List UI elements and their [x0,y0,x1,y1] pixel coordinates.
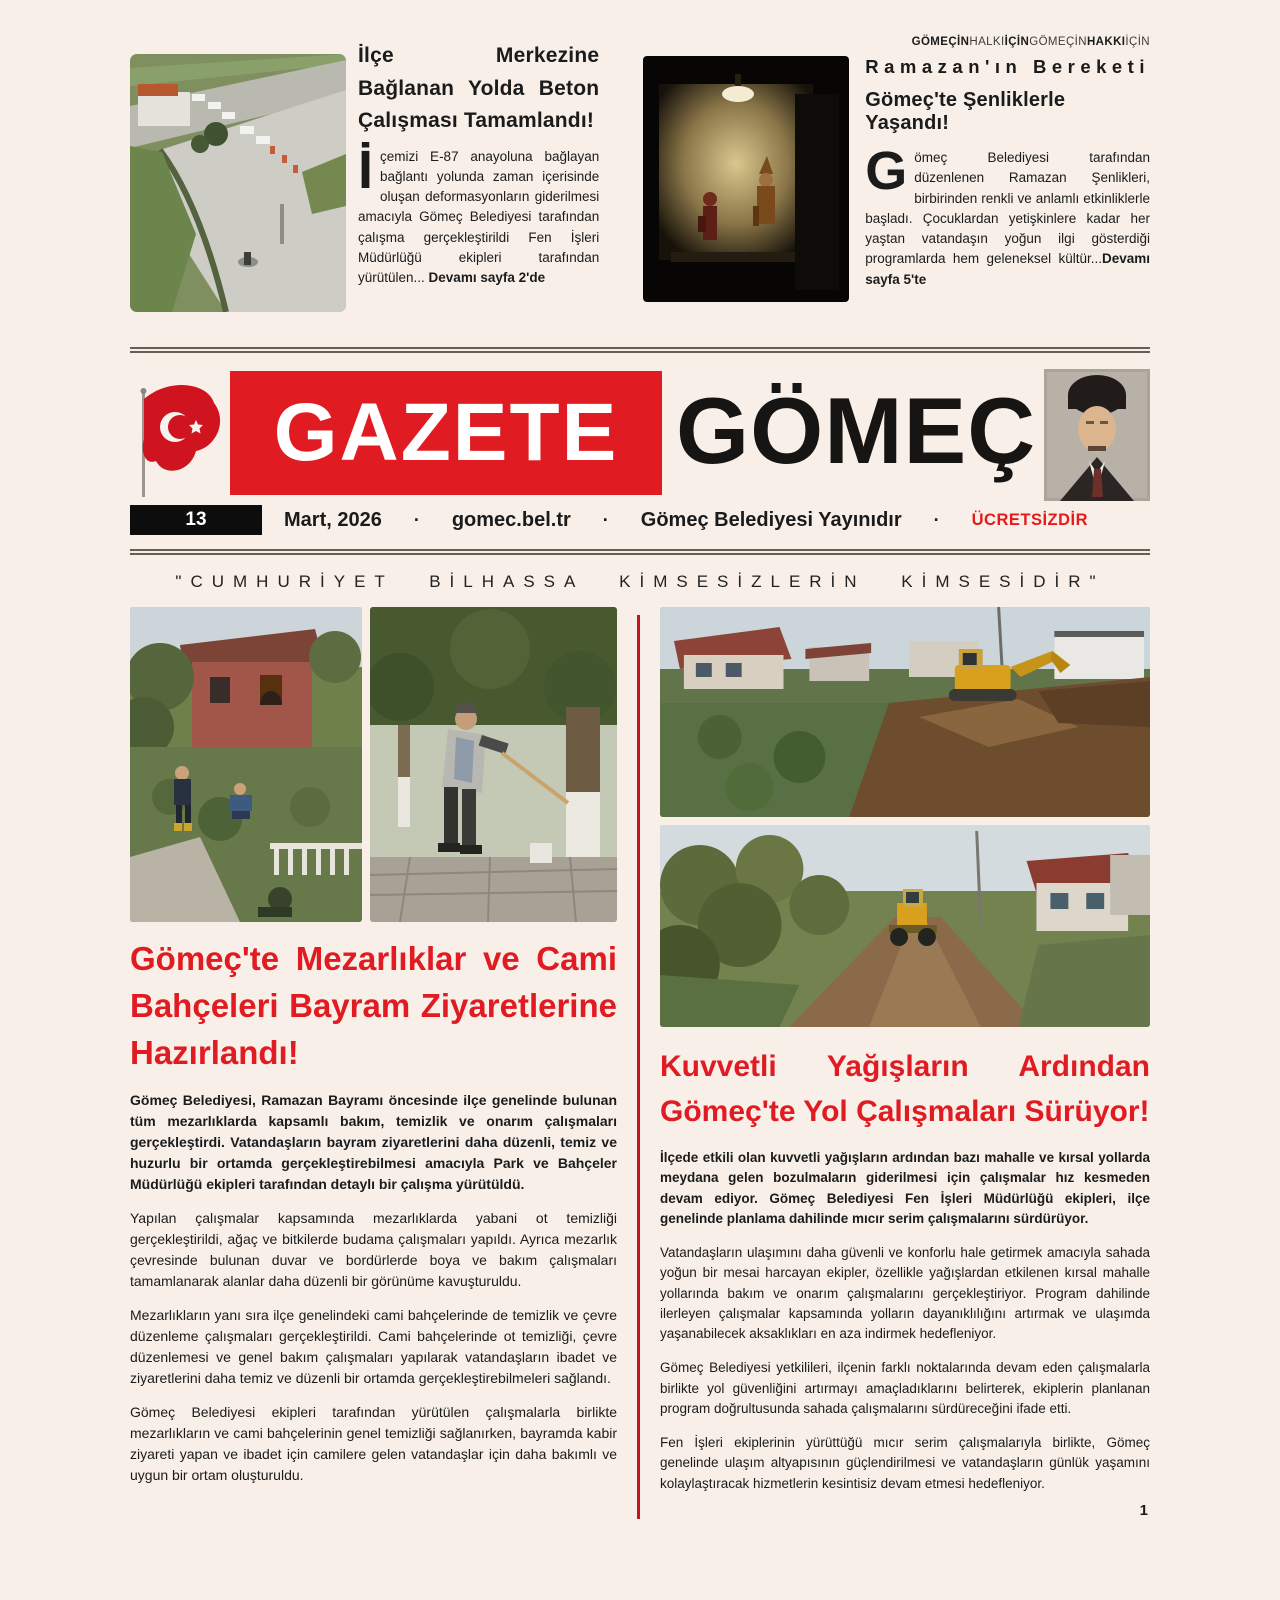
road-grader-photo [660,825,1150,1027]
article-row [643,56,1150,302]
masthead-title-secondary: GÖMEÇ [676,378,1037,483]
slogan-segment: İÇİN [1004,36,1030,48]
article-headline: Gömeç'te Mezarlıklar ve Cami Bahçeleri Bayram Ziyaretlerine Hazırlandı! [130,940,617,1072]
price-label: ÜCRETSİZDİR [971,510,1089,529]
slogan-segment: GÖMEÇİN [1029,36,1087,48]
article-paragraph: Gömeç Belediyesi yetkilileri, ilçenin farklı noktalarında devam eden çalışmalarla birlikte yol güvenliğini artırmayı amaçladıklarını belirterek, ekiplerin planlanan program doğrultusunda sahada çalışmalarını sürdüreceğini ifade etti. [660,1360,1150,1416]
article-body-text: çemizi E-87 anayoluna bağlayan bağlantı yolunda zaman içerisinde oluşan deformasyonların giderilmesi amacıyla Gömeç Belediyesi tarafından çalışma gerçekleştirildi Fen İşleri Müdürlüğü ekipleri tarafından yürütülen... [358,148,600,286]
article-road-works-column [660,607,1150,1519]
website-text: gomec.bel.tr [451,508,571,531]
left-photo-row [130,607,617,922]
article-text-block [358,40,599,322]
masthead-slogan [643,36,1150,48]
article-paragraph: İlçede etkili olan kuvvetli yağışların ardından bazı mahalle ve kırsal yollarda meydana gelen bozulmaların giderilmesi için çalışmalar hız kesmeden devam ediyor. Gömeç Belediyesi Fen İşleri Müdürlüğü ekipleri, ilçe genelinde planlama dahilinde mıcır serim çalışmalarını sürdürüyor. [660,1150,1150,1226]
shadow-puppet-show-photo [643,56,849,302]
cemetery-garden-work-photo [130,607,362,922]
issue-date: Mart, 2026 [284,508,382,531]
slogan-segment: HAKKI [1086,36,1126,48]
article-ramazan-teaser [643,36,1150,322]
masthead [130,369,1150,501]
publisher-text: Gömeç Belediyesi Yayınıdır [640,508,902,531]
slogan-segment: HALKI [969,36,1005,48]
drop-cap: G [865,141,908,201]
article-headline: Gömeç'te Şenliklerle Yaşandı! [865,89,1066,134]
aerial-road-construction-photo [130,54,346,312]
article-paragraph: Yapılan çalışmalar kapsamında mezarlıklarda yabani ot temizliği gerçekleştirildi, ağaç ve bitkilerde budama çalışmaları yapıldı. Ayrıca mezarlık çevresinde bulunan duvar ve bordürlerde boya ve bakım çalışmaları tamamlanarak alanlar daha düzenli bir görünüme kavuşturuldu. [130,1209,617,1289]
article-body [865,141,1150,290]
article-paragraph: Fen İşleri ekiplerinin yürüttüğü mıcır serim çalışmalarıyla birlikte, Gömeç genelinde ulaşım altyapısının güçlendirilmesi ve vatandaşların günlük yaşamını kolaylaştıracak hizmetlerin kesintisiz devam etmesi hedefleniyor. [660,1435,1150,1491]
top-teaser-section [130,36,1150,322]
dot-separator: · [933,509,940,530]
article-headline: İlçe Merkezine Bağlanan Yolda Beton Çalışması Tamamlandı! [358,44,600,133]
drop-cap: İ [358,139,374,200]
continuation-note: Devamı sayfa 2'de [428,270,546,286]
tree-whitewashing-photo [370,607,617,922]
dot-separator: · [602,509,609,530]
turkish-flag-icon [130,369,230,501]
dot-separator: · [413,509,420,530]
excavator-site-photo [660,607,1150,817]
masthead-title-primary: GAZETE [273,387,619,478]
issue-meta [284,509,1088,532]
article-cemetery-column [130,607,617,1519]
main-articles [130,607,1150,1519]
column-divider [637,615,640,1519]
article-paragraph: Vatandaşların ulaşımını daha güvenli ve konforlu hale getirmek amacıyla sahada yoğun bir mesai harcayan ekipler, özellikle yağışlardan etkilenen kırsal mahalle yollarında bakım ve onarım çalışmalarını gerçekleştiriyor. Program dahilinde ilerleyen çalışmalar kapsamında yolların dayanıklılığını artırmak ve ulaşımda yaşanabilecek aksaklıkları en aza indirmek hedefleniyor. [660,1245,1150,1341]
article-paragraph: Gömeç Belediyesi ekipleri tarafından yürütülen çalışmalarla birlikte mezarlıkların ve cami bahçelerinin genel temizliği sağlanırken, bayramda kabir ziyareti yapan ve ibadet için camilere gelen vatandaşlar için daha bakımlı ve uygun bir ortam oluşturuldu. [130,1403,617,1483]
article-text-block [865,56,1150,302]
slogan-segment: GÖMEÇİN [911,36,970,48]
article-paragraph: Gömeç Belediyesi, Ramazan Bayramı öncesinde ilçe genelinde bulunan tüm mezarlıklarda kapsamlı bakım, temizlik ve onarım çalışmaları gerçekleştirdi. Vatandaşların bayram ziyaretlerini daha düzenli, temiz ve huzurlu bir ortamda gerçekleştirebilmesi amacıyla Park ve Bahçeler Müdürlüğü ekipleri tarafından detaylı bir çalışma yürütüldü. [130,1091,617,1192]
article-road-concrete-teaser [130,40,599,322]
double-rule-top [130,347,1150,353]
ataturk-portrait-icon [1044,369,1150,501]
article-headline: Kuvvetli Yağışların Ardından Gömeç'te Yol Çalışmaları Sürüyor! [660,1050,1150,1128]
issue-number-badge: 13 [130,505,262,535]
masthead-title-primary-box [230,371,662,495]
page-number: 1 [1139,1501,1148,1519]
issue-row [130,504,1150,536]
article-body-text: ömeç Belediyesi tarafından düzenlenen Ramazan Şenlikleri, birbirinden renkli ve anlamlı etkinliklerle başladı. Çocuklardan yetişkinlere kadar her yaştan vatandaşın yoğun ilgi gösterdiği programlarda hem geleneksel kültür... [865,150,1150,267]
slogan-segment: İÇİN [1125,36,1150,48]
continuation-note: Devamı sayfa 5'te [865,251,1150,287]
article-kicker: Ramazan'ın Bereketi [865,56,1150,77]
article-paragraph: Mezarlıkların yanı sıra ilçe genelindeki cami bahçelerinde de temizlik ve çevre düzenleme çalışmaları gerçekleştirildi. Cami bahçelerinde ot temizliği, çevre düzenlemesi ve genel bakım çalışmaları yapılarak vatandaşların ibadet ve ziyaretlerini daha temiz ve düzenli bir ortamda gerçekleştirebilmeleri sağlandı. [130,1306,617,1386]
double-rule-bottom [130,549,1150,555]
article-body [358,139,600,289]
motto-quote: "CUMHURİYET BİLHASSA KİMSESİZLERİN KİMSESİDİR" [175,572,1105,591]
